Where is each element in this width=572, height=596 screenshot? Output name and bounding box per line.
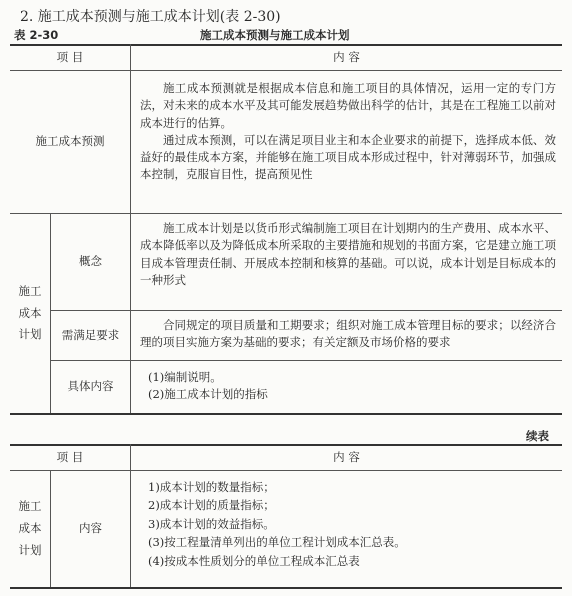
table2-item: 1)成本计划的数量指标； xyxy=(148,480,275,494)
forecast-paragraph-1: 施工成本预测就是根据成本信息和施工项目的具体情况，运用一定的专门方法，对未来的成本水平及其可能发展趋势做出科学的估计，其是在工程施工以前对成本进行的估算。 xyxy=(140,81,556,130)
contents-item: (1)编制说明。 xyxy=(148,370,222,384)
table-number: 表 2-30 xyxy=(14,28,59,42)
table2-item: (4)按成本性质划分的单位工程成本汇总表 xyxy=(148,553,360,568)
table-title: 施工成本预测与施工成本计划 xyxy=(200,28,350,42)
forecast-content xyxy=(140,80,556,184)
concept-text: 施工成本计划是以货币形式编制施工项目在计划期内的生产费用、成本水平、成本降低率以及为降低成本所采取的主要措施和规划的书面方案，它是建立施工项目成本管理责任制、开展成本控制和核算的基础。可以说，成本计划是目标成本的一种形式 xyxy=(140,221,556,287)
contents-item: (2)施工成本计划的指标 xyxy=(148,387,268,402)
table2-item: 3)成本计划的效益指标。 xyxy=(148,516,275,531)
requirements-label: 需满足要求 xyxy=(61,327,120,342)
table2-group-label: 施工 成本 计划 xyxy=(18,499,42,557)
forecast-label: 施工成本预测 xyxy=(35,134,105,149)
forecast-paragraph-2: 通过成本预测，可以在满足项目业主和本企业要求的前提下，选择成本低、效益好的最佳成本方案，并能够在施工项目成本形成过程中，针对薄弱环节，加强成本控制，克服盲目性，提高预见性 xyxy=(140,132,556,182)
concept-label: 概念 xyxy=(79,254,102,269)
contents-list xyxy=(140,369,556,404)
contents-label: 具体内容 xyxy=(67,379,114,394)
table2-items xyxy=(140,478,556,570)
continued-label: 续表 xyxy=(526,429,549,443)
requirements-text: 合同规定的项目质量和工期要求；组织对施工成本管理目标的要求；以经济合理的项目实施方案为基础的要求；有关定额及市场价格的要求 xyxy=(140,318,556,350)
table2-sub-label: 内容 xyxy=(79,521,102,536)
table2-header-item: 项 目 xyxy=(56,449,84,464)
concept-content xyxy=(140,220,556,289)
table2-item: 2)成本计划的质量指标； xyxy=(148,498,275,513)
table2-item: (3)按工程量清单列出的单位工程计划成本汇总表。 xyxy=(148,535,406,550)
table1-header-item: 项 目 xyxy=(56,49,84,64)
table2-header-content: 内 容 xyxy=(333,449,360,464)
requirements-content xyxy=(140,317,556,352)
table1-header-content: 内 容 xyxy=(333,49,360,64)
plan-group-label: 施工 成本 计划 xyxy=(18,283,42,342)
section-heading: 2. 施工成本预测与施工成本计划(表 2-30) xyxy=(20,9,281,25)
